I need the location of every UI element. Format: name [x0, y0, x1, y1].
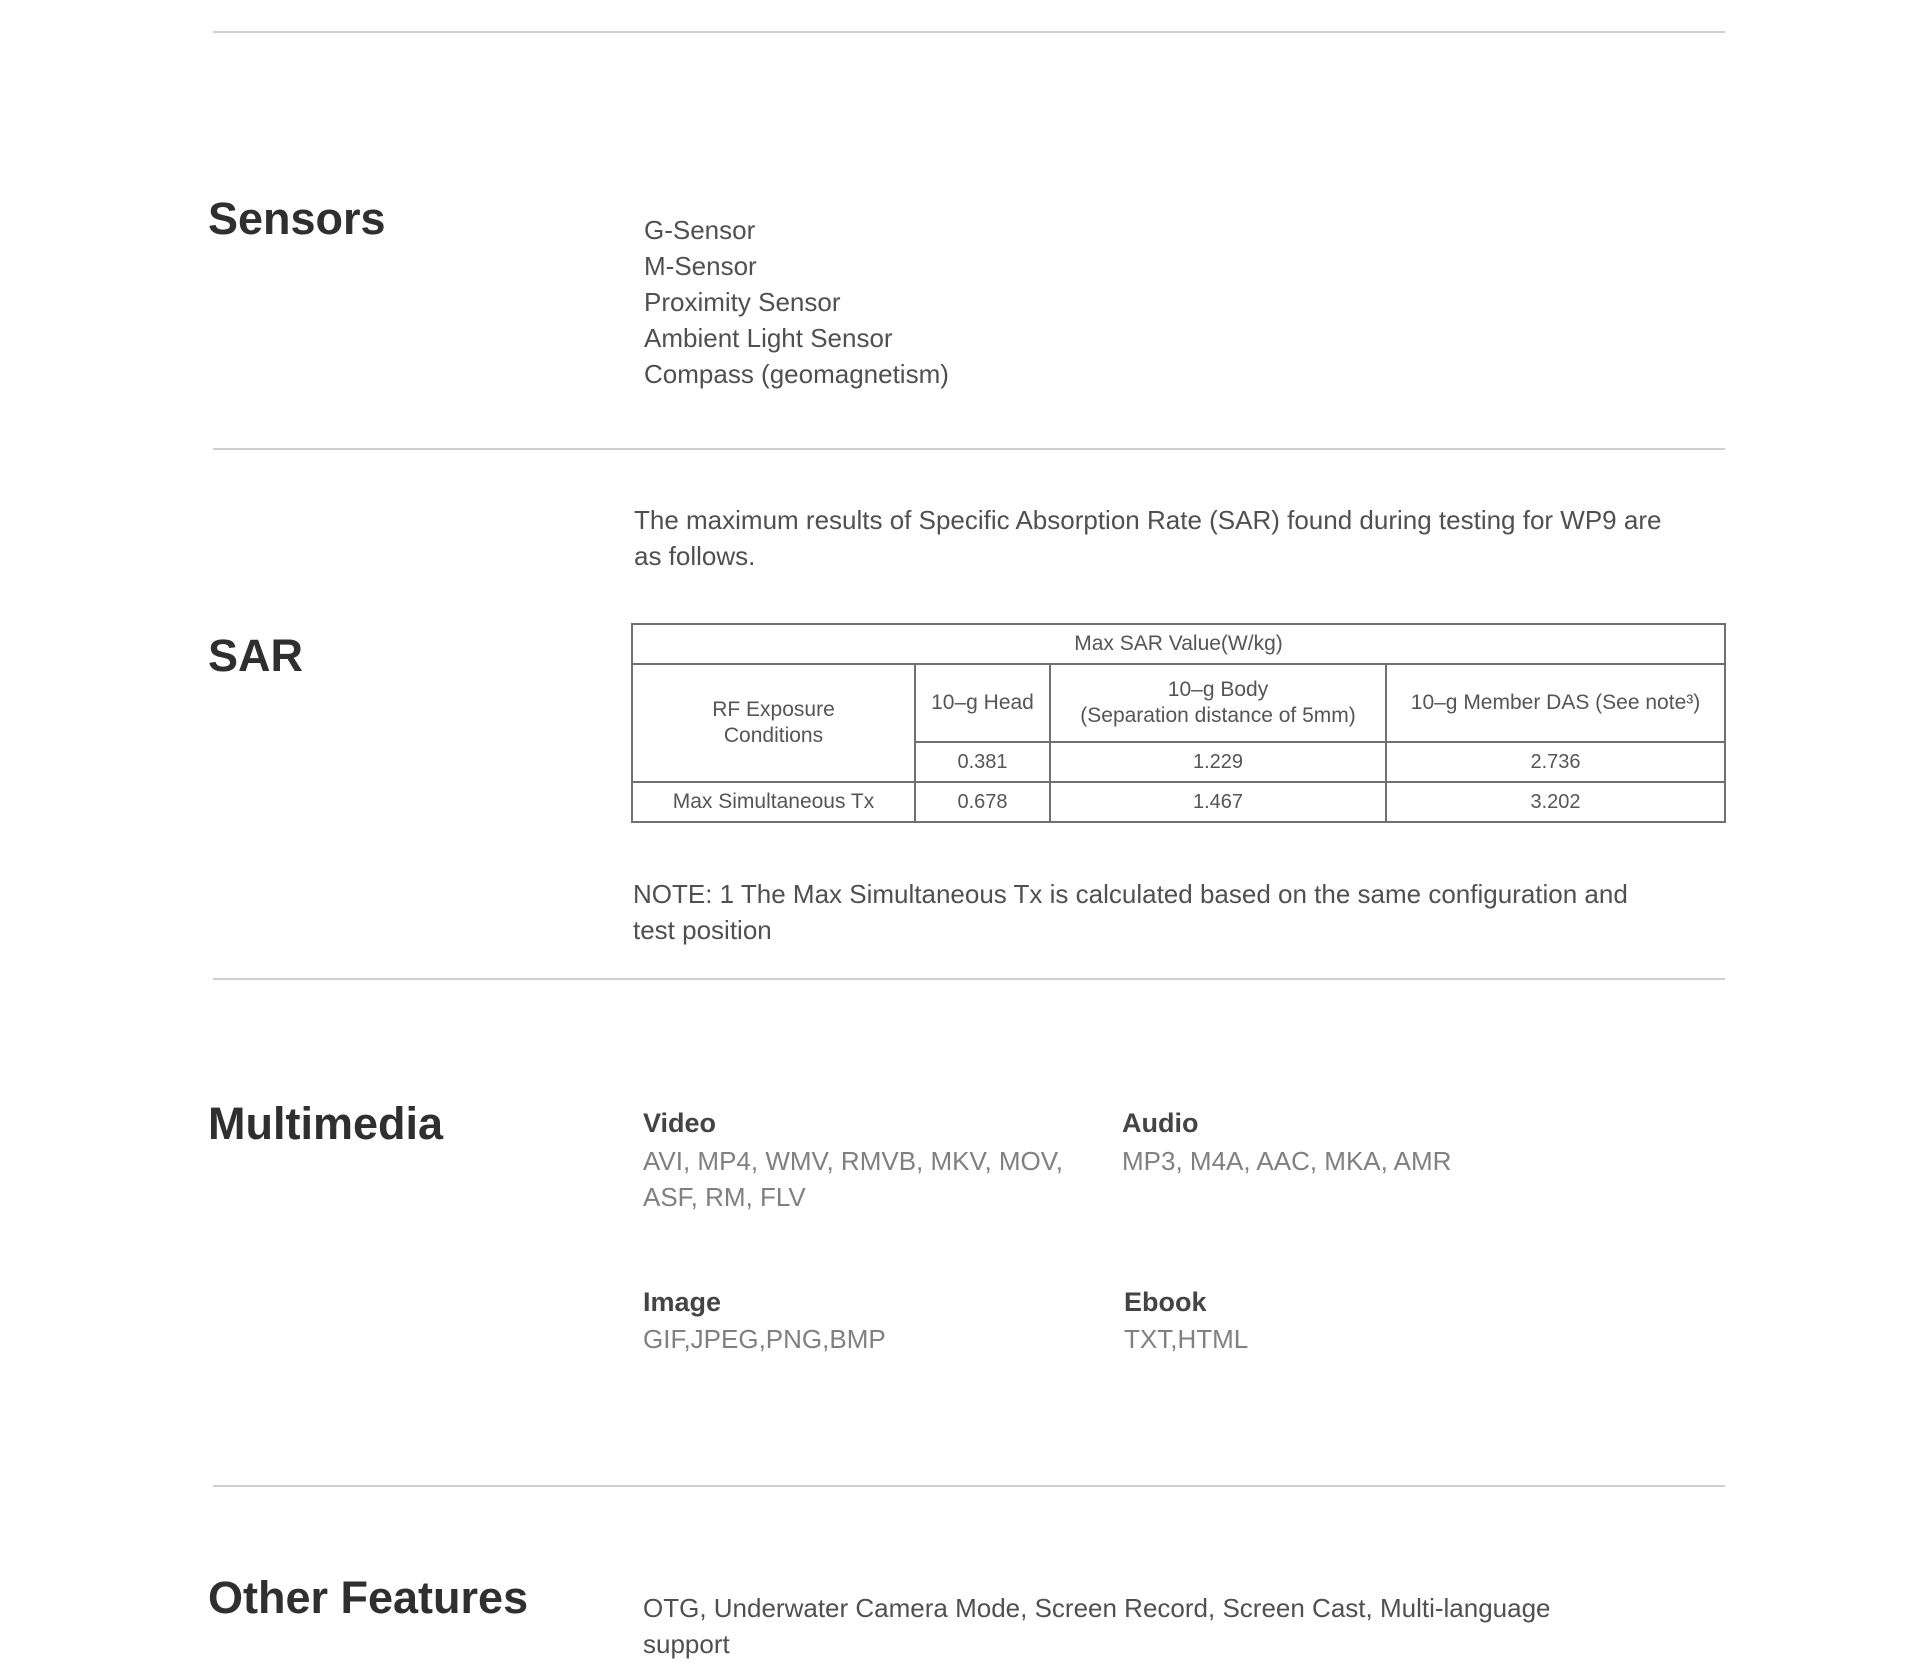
multimedia-heading: Multimedia	[208, 1098, 444, 1149]
divider-multimedia-other	[213, 1485, 1725, 1487]
sar-table	[631, 623, 1726, 823]
sensor-item: Ambient Light Sensor	[644, 323, 893, 353]
divider-top	[213, 31, 1725, 33]
sensors-list	[644, 212, 949, 392]
sar-max-tx-member: 3.202	[1386, 782, 1725, 822]
sar-value-member: 2.736	[1386, 742, 1725, 782]
sar-row-label-rf-exposure: RF Exposure Conditions	[632, 664, 915, 782]
sensor-item: Proximity Sensor	[644, 287, 841, 317]
sensors-heading: Sensors	[208, 193, 386, 244]
ebook-label: Ebook	[1124, 1287, 1207, 1317]
sar-col-body-line1: 10–g Body	[1167, 678, 1269, 701]
sensor-item: G-Sensor	[644, 215, 756, 245]
sar-value-body: 1.229	[1050, 742, 1386, 782]
video-label: Video	[643, 1108, 717, 1138]
sar-col-body	[1050, 664, 1386, 742]
sensor-item: M-Sensor	[644, 251, 757, 281]
ebook-formats: TXT,HTML	[1124, 1324, 1249, 1354]
sar-table-header: Max SAR Value(W/kg)	[632, 624, 1725, 664]
sensor-item: Compass (geomagnetism)	[644, 359, 949, 389]
sar-col-member: 10–g Member DAS (See note³)	[1386, 664, 1725, 742]
sar-value-head: 0.381	[915, 742, 1050, 782]
sar-max-tx-head: 0.678	[915, 782, 1050, 822]
image-label: Image	[643, 1287, 722, 1317]
divider-sar-multimedia	[213, 978, 1725, 980]
divider-sensors-sar	[213, 448, 1725, 450]
image-formats: GIF,JPEG,PNG,BMP	[643, 1324, 886, 1354]
other-features-list: OTG, Underwater Camera Mode, Screen Record, Screen Cast, Multi-language support	[643, 1593, 1551, 1659]
sar-note: NOTE: 1 The Max Simultaneous Tx is calculated based on the same configuration and test position	[633, 879, 1628, 945]
sar-col-body-line2: (Separation distance of 5mm)	[1080, 704, 1356, 727]
sar-row-label-max-tx: Max Simultaneous Tx	[632, 782, 915, 822]
audio-label: Audio	[1122, 1108, 1199, 1138]
sar-max-tx-body: 1.467	[1050, 782, 1386, 822]
other-features-heading: Other Features	[208, 1572, 529, 1623]
sar-heading: SAR	[208, 630, 304, 681]
sar-col-head: 10–g Head	[915, 664, 1050, 742]
audio-formats: MP3, M4A, AAC, MKA, AMR	[1122, 1146, 1452, 1176]
video-formats: AVI, MP4, WMV, RMVB, MKV, MOV, ASF, RM, FLV	[643, 1146, 1063, 1212]
sar-intro: The maximum results of Specific Absorption Rate (SAR) found during testing for WP9 are as follows.	[634, 505, 1662, 571]
